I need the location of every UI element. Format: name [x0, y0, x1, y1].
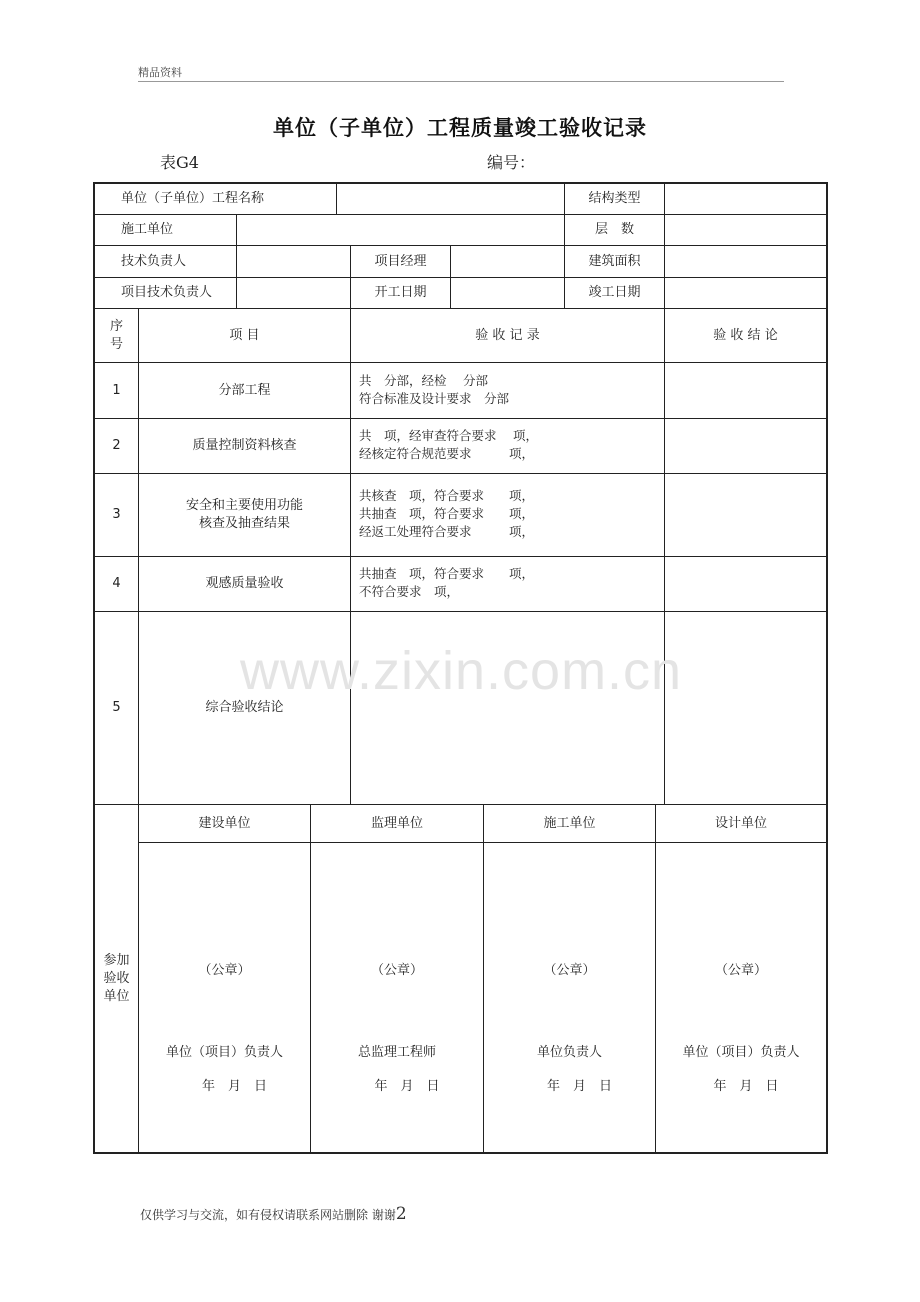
item-header: 项 目 [229, 327, 260, 343]
tech-lead-label: 技术负责人 [121, 253, 187, 269]
unit-name-contractor: 施工单位 [543, 815, 596, 831]
row-item: 综合验收结论 [205, 700, 284, 715]
unit-name-construction-owner: 建设单位 [198, 815, 251, 831]
page-number: 2 [395, 1204, 407, 1224]
building-area-label: 建筑面积 [588, 253, 641, 269]
row-record: 共抽查 项，符合要求 项， 不符合要求 项， [359, 566, 535, 599]
seal-placeholder: （公章） [714, 963, 767, 978]
watermark: www.zixin.com.cn [240, 641, 683, 701]
row-item: 分部工程 [218, 382, 271, 398]
row-item: 观感质量验收 [205, 576, 284, 591]
row-seq: 2 [112, 438, 121, 453]
project-tech-lead-label: 项目技术负责人 [121, 285, 213, 300]
sign-date: 年 月 日 [713, 1079, 779, 1094]
row-seq: 5 [112, 700, 121, 715]
table-border-bottom [93, 1152, 828, 1154]
completion-date-label: 竣工日期 [588, 285, 641, 300]
row-conclusion-field[interactable] [665, 557, 826, 611]
row-seq: 1 [112, 382, 121, 398]
header-label: 精品资料 [138, 66, 182, 79]
construction-unit-label: 施工单位 [121, 222, 174, 237]
construction-unit-field[interactable] [237, 215, 564, 245]
footer [140, 1204, 407, 1224]
form-code: 表G4 [160, 153, 199, 172]
tech-lead-field[interactable] [237, 246, 350, 277]
start-date-field[interactable] [451, 278, 564, 308]
serial-number-label: 编号： [487, 153, 536, 172]
sign-date: 年 月 日 [546, 1079, 612, 1094]
unit-name-supervision: 监理单位 [370, 815, 423, 831]
completion-date-field[interactable] [665, 278, 826, 308]
structure-type-label: 结构类型 [588, 190, 641, 206]
project-name-label: 单位（子单位）工程名称 [121, 190, 265, 206]
project-name-field[interactable] [337, 183, 564, 214]
participants-label: 参加 验收 单位 [103, 953, 130, 1004]
sign-date: 年 月 日 [201, 1079, 267, 1094]
seq-header: 序 号 [109, 318, 123, 352]
row-conclusion-field[interactable] [665, 419, 826, 473]
sign-date: 年 月 日 [374, 1079, 440, 1094]
seal-placeholder: （公章） [543, 963, 596, 978]
row-item: 安全和主要使用功能 核查及抽查结果 [185, 498, 303, 531]
record-header: 验 收 记 录 [475, 327, 540, 343]
floors-field[interactable] [665, 215, 826, 245]
project-manager-label: 项目经理 [374, 253, 427, 269]
start-date-label: 开工日期 [374, 285, 427, 300]
building-area-field[interactable] [665, 246, 826, 277]
signer-title: 单位（项目）负责人 [165, 1045, 283, 1060]
row-conclusion-field[interactable] [665, 474, 826, 556]
row-record: 共核查 项，符合要求 项， 共抽查 项，符合要求 项， 经返工处理符合要求 项， [359, 488, 535, 539]
project-manager-field[interactable] [451, 246, 564, 277]
row-seq: 3 [112, 507, 121, 522]
seal-placeholder: （公章） [370, 963, 423, 978]
page-title: 单位（子单位）工程质量竣工验收记录 [273, 116, 647, 140]
table-border-right [826, 182, 828, 1154]
row-conclusion-field[interactable] [665, 612, 826, 804]
row-seq: 4 [112, 576, 121, 591]
unit-name-design: 设计单位 [714, 815, 767, 831]
row-record: 共 项，经审查符合要求 项， 经核定符合规范要求 项， [359, 428, 538, 461]
row-conclusion-field[interactable] [665, 363, 826, 418]
row-record: 共 分部，经检 分部 符合标准及设计要求 分部 [359, 373, 510, 406]
signer-title: 单位（项目）负责人 [682, 1045, 800, 1060]
structure-type-field[interactable] [665, 183, 826, 214]
seal-placeholder: （公章） [198, 963, 251, 978]
signer-title: 单位负责人 [536, 1045, 602, 1060]
conclusion-header: 验 收 结 论 [713, 327, 778, 343]
header-rule [138, 81, 784, 82]
footer-text: 仅供学习与交流，如有侵权请联系网站删除 谢谢 [140, 1208, 396, 1222]
signer-title: 总监理工程师 [357, 1045, 436, 1060]
floors-label: 层 数 [594, 222, 634, 237]
project-tech-lead-field[interactable] [237, 278, 350, 308]
row-item: 质量控制资料核查 [192, 438, 297, 453]
final-conclusion-record-field[interactable] [351, 612, 664, 804]
